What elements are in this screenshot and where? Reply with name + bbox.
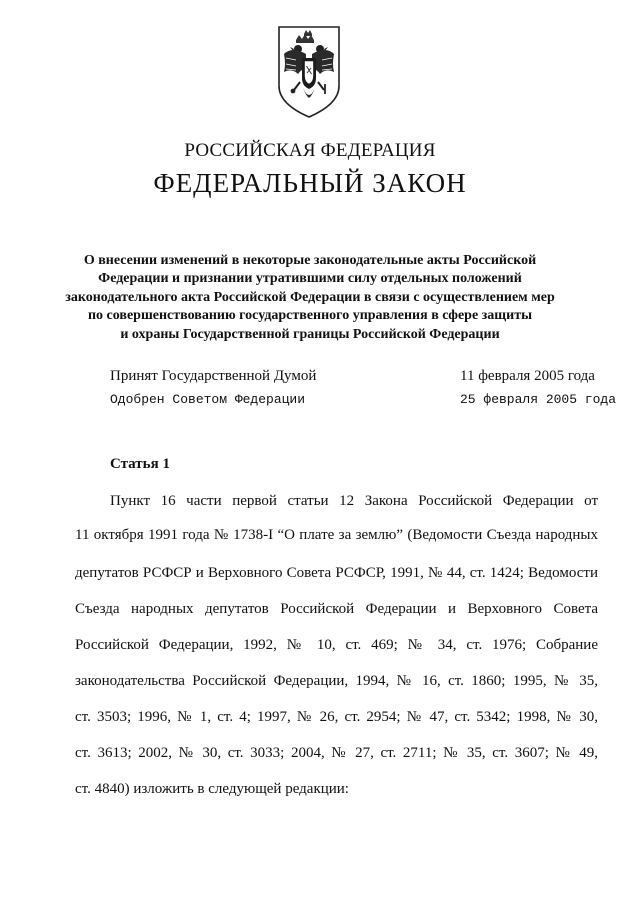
adoption-council-date: 25 февраля 2005 года xyxy=(460,392,617,407)
document-type: ФЕДЕРАЛЬНЫЙ ЗАКОН xyxy=(153,168,467,198)
law-title-line: и охраны Государственной границы Российской Федерации xyxy=(120,326,500,342)
law-title xyxy=(60,252,560,344)
article-text-line: Российской Федерации, 1992, № 10, ст. 469; № 34, ст. 1976; Собрание xyxy=(75,637,598,653)
coat-of-arms-icon xyxy=(276,24,342,120)
article-text-line: ст. 3503; 1996, № 1, ст. 4; 1997, № 26, ст. 2954; № 47, ст. 5342; 1998, № 30, xyxy=(75,709,598,725)
article-text-line: ст. 4840) изложить в следующей редакции: xyxy=(75,781,349,797)
law-title-line: О внесении изменений в некоторые законодательные акты Российской xyxy=(83,253,537,268)
article-text-line: 11 октября 1991 года № 1738-I “О плате за землю” (Ведомости Съезда народных xyxy=(75,527,598,543)
adoption-duma-date: 11 февраля 2005 года xyxy=(460,368,595,384)
law-title-line: законодательного акта Российской Федерации в связи с осуществлением мер xyxy=(65,289,555,305)
country-name: РОССИЙСКАЯ ФЕДЕРАЦИЯ xyxy=(184,140,436,161)
article-text-line: Пункт 16 части первой статьи 12 Закона Российской Федерации от xyxy=(110,493,598,509)
adoption-council-label: Одобрен Советом Федерации xyxy=(110,392,306,407)
adoption-duma-label: Принят Государственной Думой xyxy=(110,368,317,384)
article-heading: Статья 1 xyxy=(110,456,170,472)
article-text-line: депутатов РСФСР и Верховного Совета РСФСР, 1991, № 44, ст. 1424; Ведомости xyxy=(75,565,598,581)
law-title-line: Федерации и признании утратившими силу отдельных положений xyxy=(98,271,522,287)
law-title-line: по совершенствованию государственного управления в сфере защиты xyxy=(87,308,533,324)
article-text-line: ст. 3613; 2002, № 30, ст. 3033; 2004, № 27, ст. 2711; № 35, ст. 3607; № 49, xyxy=(75,745,598,761)
article-text-line: законодательства Российской Федерации, 1994, № 16, ст. 1860; 1995, № 35, xyxy=(75,673,598,689)
article-text-line: Съезда народных депутатов Российской Федерации и Верховного Совета xyxy=(75,601,598,617)
